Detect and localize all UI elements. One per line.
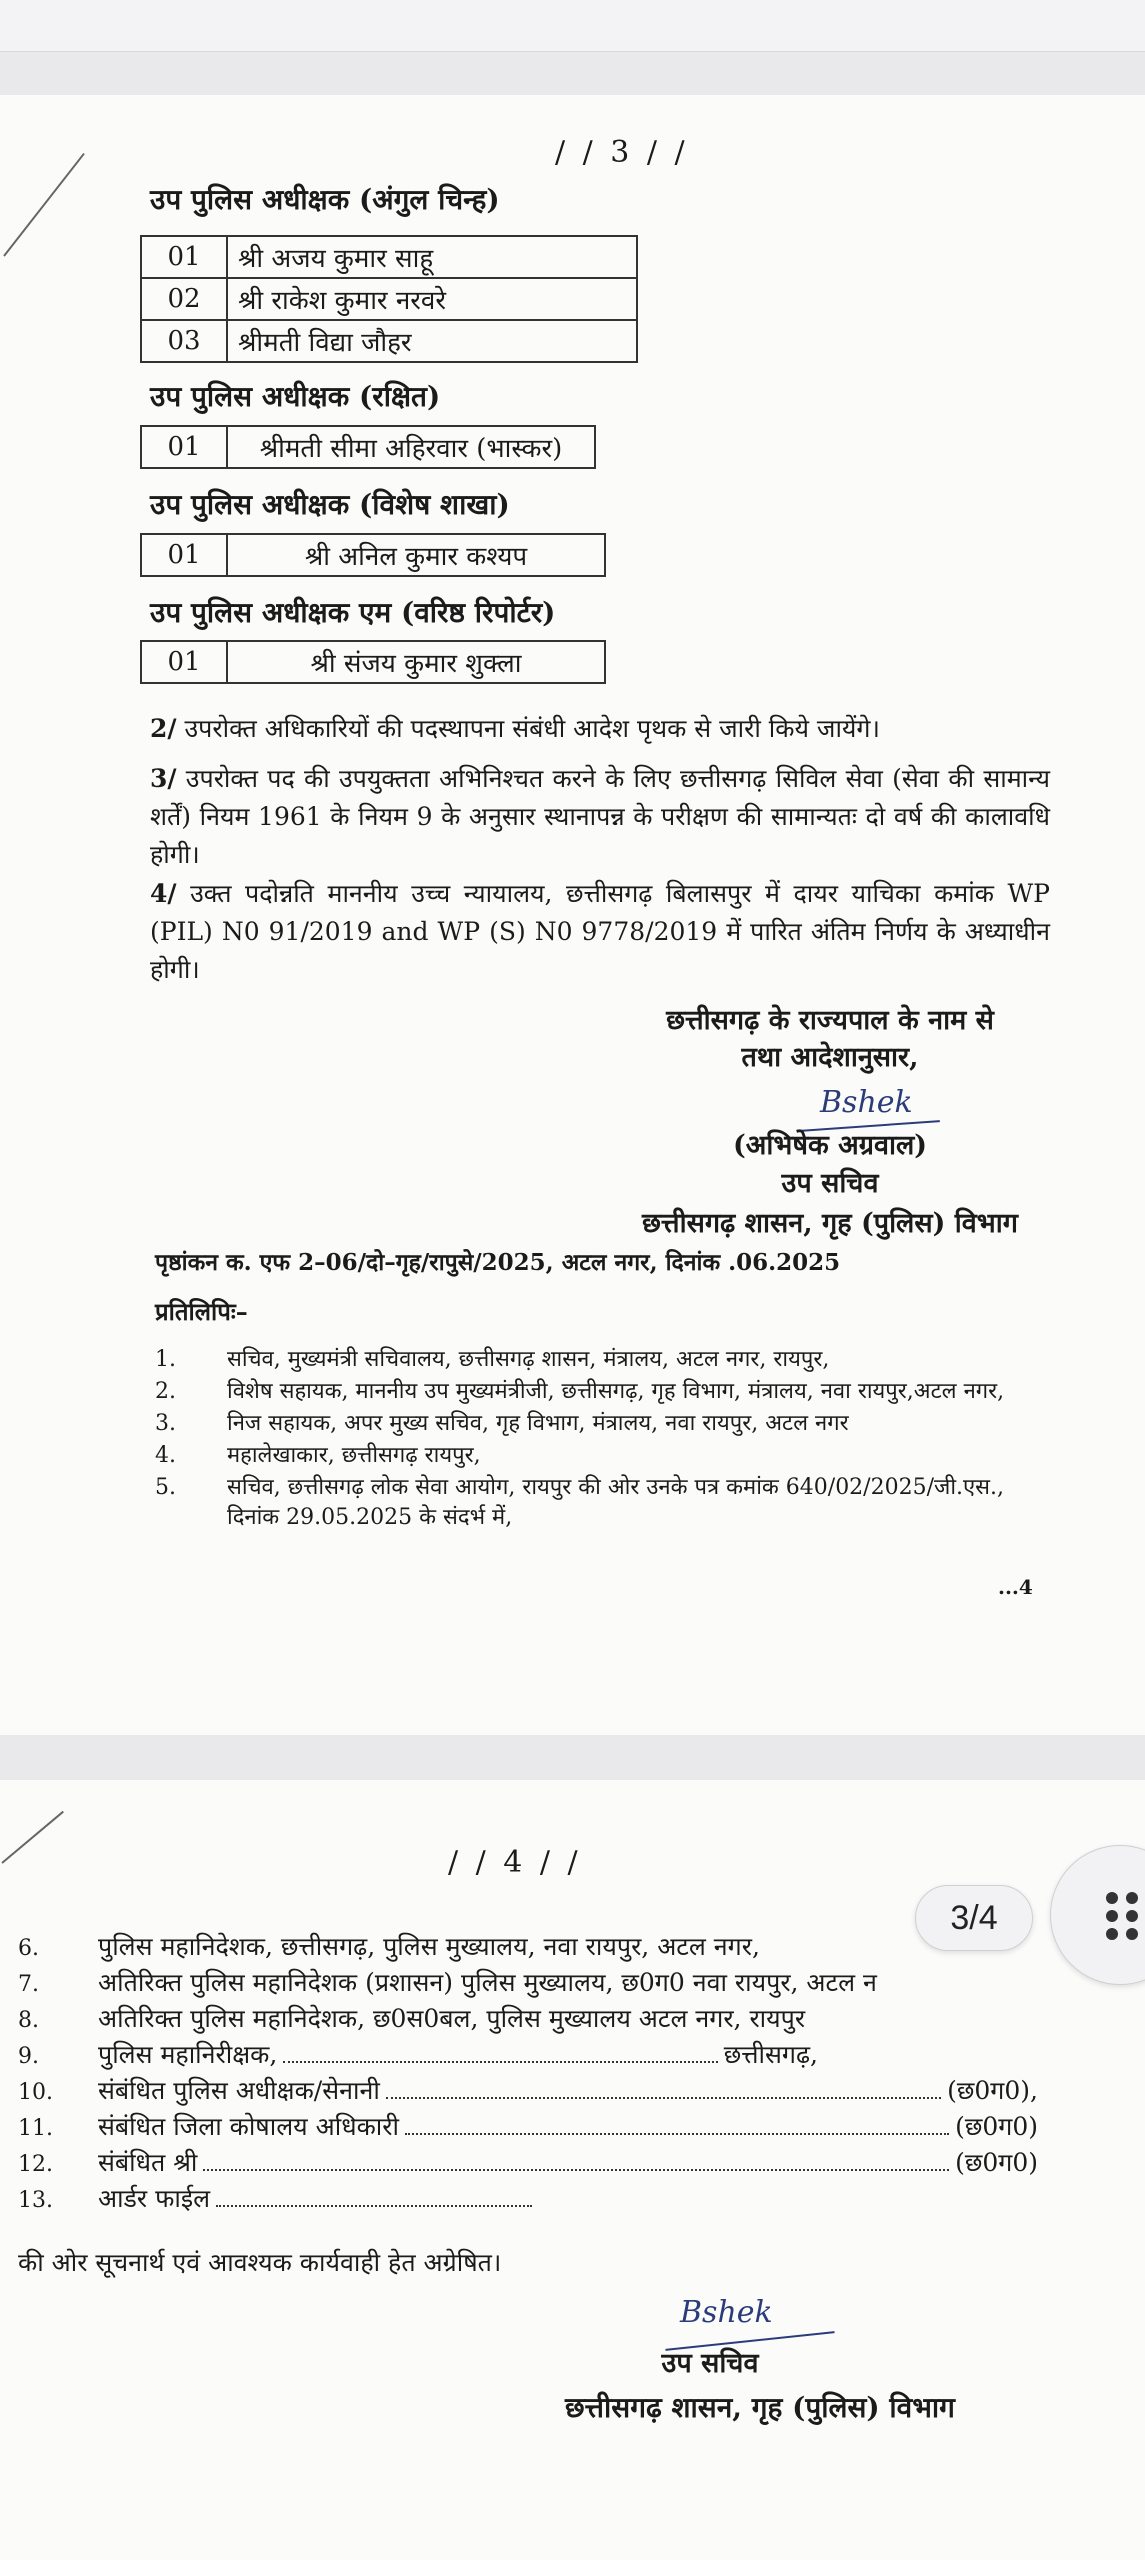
list-item [18,2074,1038,2110]
item-text: अतिरिक्त पुलिस महानिदेशक, छ0स0बल, पुलिस मुख्यालय अटल नगर, रायपुर [98,2004,806,2033]
page-marker: / / 3 / / [555,135,689,170]
paragraph-number: 4/ [150,879,177,908]
list-item [18,1930,1038,1966]
grid-dot [1126,1928,1138,1940]
list-item [155,1377,1055,1407]
officer-name: श्री संजय कुमार शुक्ला [227,641,605,683]
grid-dot [1106,1910,1118,1922]
item-number: 5. [155,1475,176,1500]
item-number: 10. [18,2080,53,2105]
item-number: 12. [18,2152,53,2177]
list-item [18,2110,1038,2146]
row-number: 03 [141,320,227,362]
page-indicator[interactable]: 3/4 [915,1885,1033,1951]
item-text: पुलिस महानिदेशक, छत्तीसगढ़, पुलिस मुख्यालय, नवा रायपुर, अटल नगर, [98,1932,760,1961]
grid-dot [1126,1892,1138,1904]
table-row [141,426,595,468]
item-suffix: (छ0ग0), [947,2076,1038,2105]
copy-label: प्रतिलिपिः– [155,1297,248,1326]
fill-line [386,2081,941,2099]
section-heading-3: उप पुलिस अधीक्षक (विशेष शाखा) [150,488,510,521]
grid-dot [1106,1928,1118,1940]
paragraph-text: उक्त पदोन्नति माननीय उच्च न्यायालय, छत्तीसगढ़ बिलासपुर में दायर याचिका कमांक WP (PIL) N0 91/2019 and WP (S) N0 9778/2019 में पारित अंतिम निर्णय के अध्याधीन होगी। [150,879,1050,984]
item-number: 2. [155,1379,176,1404]
signatory-post: उप सचिव [661,2348,759,2379]
item-number: 3. [155,1411,176,1436]
grid-dot [1106,1892,1118,1904]
officer-name: श्रीमती विद्या जौहर [227,320,637,362]
item-text: महालेखाकार, छत्तीसगढ़ रायपुर, [227,1443,481,1468]
item-number: 1. [155,1347,176,1372]
paragraph-2 [150,710,1050,748]
signatory-dept: छत्तीसगढ़ शासन, गृह (पुलिस) विभाग [642,1208,1018,1239]
list-item [18,2146,1038,2182]
item-text: आर्डर फाईल [98,2184,211,2213]
order-line-2: तथा आदेशानुसार, [741,1042,919,1073]
list-item [18,1966,1038,2002]
paragraph-text: उपरोक्त पद की उपयुक्तता अभिनिश्चत करने के लिए छत्तीसगढ़ सिविल सेवा (सेवा की सामान्य शर्तें) नियम 1961 के नियम 9 के अनुसार स्थानापन्न के परीक्षण की सामान्यतः दो वर्ष की कालावधि होगी। [150,764,1050,869]
grid-dot [1126,1910,1138,1922]
officer-name: श्री राकेश कुमार नरवरे [227,278,637,320]
viewer-top-band [0,0,1145,52]
table-row [141,236,637,278]
item-text: संबंधित श्री [98,2148,198,2177]
item-suffix: (छ0ग0) [955,2148,1038,2177]
officer-name: श्री अनिल कुमार कश्यप [227,534,605,576]
row-number: 02 [141,278,227,320]
list-item [18,2182,538,2218]
page-marker: / / 4 / / [448,1845,582,1880]
officer-table-1 [140,235,638,363]
list-item [155,1441,1055,1471]
item-number: 11. [18,2116,53,2141]
row-number: 01 [141,236,227,278]
handwritten-signature: Bshek [680,2295,773,2330]
table-row [141,641,605,683]
scan-fold-line [3,153,85,257]
item-number: 8. [18,2008,39,2033]
table-row [141,320,637,362]
item-text: पुलिस महानिरीक्षक, [98,2040,278,2069]
distribution-list [18,1930,1038,2218]
paragraph-number: 2/ [150,714,177,743]
item-suffix: (छ0ग0) [955,2112,1038,2141]
officer-table-2 [140,425,596,469]
item-number: 4. [155,1443,176,1468]
item-number: 9. [18,2044,39,2069]
closing-line: की ओर सूचनार्थ एवं आवश्यक कार्यवाही हेत अग्रेषित। [18,2248,502,2277]
item-text: निज सहायक, अपर मुख्य सचिव, गृह विभाग, मंत्रालय, नवा रायपुर, अटल नगर [227,1411,849,1436]
item-text: संबंधित पुलिस अधीक्षक/सेनानी [98,2076,380,2105]
section-heading-2: उप पुलिस अधीक्षक (रक्षित) [150,380,441,413]
signatory-name: (अभिषेक अग्रवाल) [732,1130,928,1161]
signatory-dept: छत्तीसगढ़ शासन, गृह (पुलिस) विभाग [565,2391,955,2424]
section-heading-1: उप पुलिस अधीक्षक (अंगुल चिन्ह) [150,183,500,216]
list-item [18,2038,818,2074]
item-number: 13. [18,2188,53,2213]
item-text: संबंधित जिला कोषालय अधिकारी [98,2112,399,2141]
list-item [18,2002,1038,2038]
handwritten-signature: Bshek [820,1085,913,1120]
item-text: सचिव, छत्तीसगढ़ लोक सेवा आयोग, रायपुर की ओर उनके पत्र कमांक 640/02/2025/जी.एस., दिनांक 29.05.2025 के संदर्भ में, [227,1475,1005,1530]
list-item [155,1473,1055,1533]
copy-list [155,1345,1055,1535]
endorsement-number: पृष्ठांकन क. एफ 2–06/दो–गृह/रापुसे/2025, अटल नगर, दिनांक .06.2025 [155,1249,841,1276]
paragraph-4 [150,875,1050,989]
table-row [141,278,637,320]
document-page-3 [0,95,1145,1735]
continued-marker: ...4 [998,1575,1033,1599]
item-text: सचिव, मुख्यमंत्री सचिवालय, छत्तीसगढ़ शासन, मंत्रालय, अटल नगर, रायपुर, [227,1347,830,1372]
item-text: विशेष सहायक, माननीय उप मुख्यमंत्रीजी, छत्तीसगढ़, गृह विभाग, मंत्रालय, नवा रायपुर,अटल नगर, [227,1379,1005,1404]
item-number: 7. [18,1972,39,1997]
officer-table-3 [140,533,606,577]
row-number: 01 [141,426,227,468]
row-number: 01 [141,641,227,683]
signatory-post: उप सचिव [781,1168,879,1199]
list-item [155,1409,1055,1439]
order-line-1: छत्तीसगढ़ के राज्यपाल के नाम से [666,1005,994,1036]
item-suffix: छत्तीसगढ़, [723,2040,818,2069]
item-number: 6. [18,1936,39,1961]
row-number: 01 [141,534,227,576]
officer-name: श्री अजय कुमार साहू [227,236,637,278]
paragraph-text: उपरोक्त अधिकारियों की पदस्थापना संबंधी आदेश पृथक से जारी किये जायेंगे। [184,714,880,743]
section-heading-4: उप पुलिस अधीक्षक एम (वरिष्ठ रिपोर्टर) [150,596,556,629]
fill-line [216,2189,532,2207]
table-row [141,534,605,576]
officer-name: श्रीमती सीमा अहिरवार (भास्कर) [227,426,595,468]
item-text: अतिरिक्त पुलिस महानिदेशक (प्रशासन) पुलिस मुख्यालय, छ0ग0 नवा रायपुर, अटल न [98,1968,877,1997]
fill-line [405,2117,949,2135]
paragraph-number: 3/ [150,764,177,793]
fill-line [203,2153,949,2171]
officer-table-4 [140,640,606,684]
scan-fold-line [1,1811,64,1864]
paragraph-3 [150,760,1050,874]
fill-line [283,2045,717,2063]
list-item [155,1345,1055,1375]
